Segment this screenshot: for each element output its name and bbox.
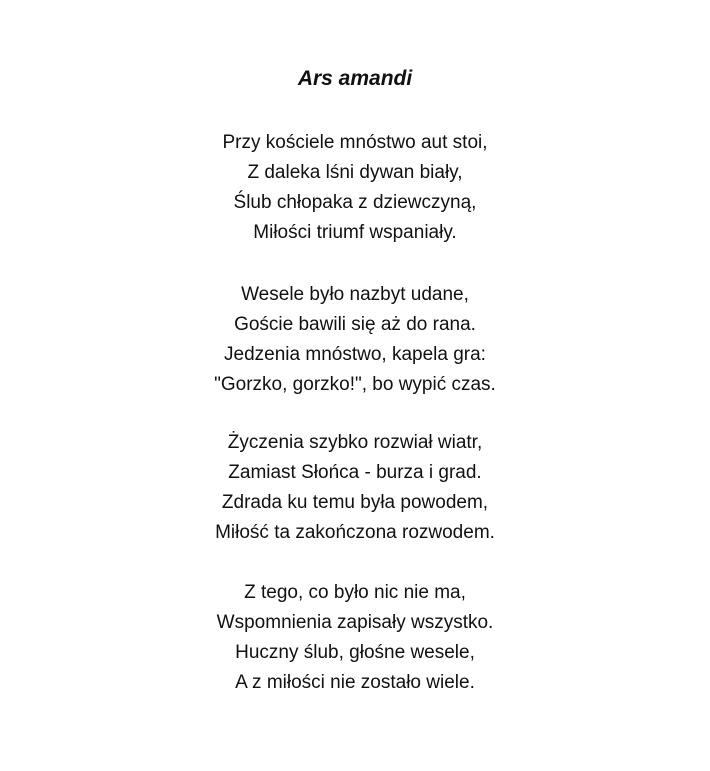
poem-line: Zdrada ku temu była powodem, bbox=[221, 492, 489, 513]
poem-line: Miłość ta zakończona rozwodem. bbox=[215, 522, 495, 543]
poem-line: Miłości triumf wspaniały. bbox=[253, 222, 457, 243]
poem-line: Wspomnienia zapisały wszystko. bbox=[216, 612, 494, 633]
stanza-3 bbox=[0, 428, 710, 548]
poem-line: Wesele było nazbyt udane, bbox=[241, 284, 469, 305]
poem-line: "Gorzko, gorzko!", bo wypić czas. bbox=[214, 374, 496, 395]
poem-line: Goście bawili się aż do rana. bbox=[234, 314, 476, 335]
poem-line: Życzenia szybko rozwiał wiatr, bbox=[227, 432, 483, 453]
poem-line: Ślub chłopaka z dziewczyną, bbox=[233, 192, 477, 213]
poem-line: Przy kościele mnóstwo aut stoi, bbox=[222, 132, 488, 153]
stanza-1 bbox=[0, 128, 710, 248]
stanza-4 bbox=[0, 578, 710, 698]
poem-line: Z daleka lśni dywan biały, bbox=[247, 162, 463, 183]
poem-line: Z tego, co było nic nie ma, bbox=[244, 582, 466, 603]
poem-line: Huczny ślub, głośne wesele, bbox=[235, 642, 475, 663]
poem-title: Ars amandi bbox=[297, 67, 413, 90]
stanza-2 bbox=[0, 280, 710, 400]
poem-line: A z miłości nie zostało wiele. bbox=[235, 672, 475, 693]
poem-line: Zamiast Słońca - burza i grad. bbox=[228, 462, 482, 483]
poem-line: Jedzenia mnóstwo, kapela gra: bbox=[224, 344, 486, 365]
